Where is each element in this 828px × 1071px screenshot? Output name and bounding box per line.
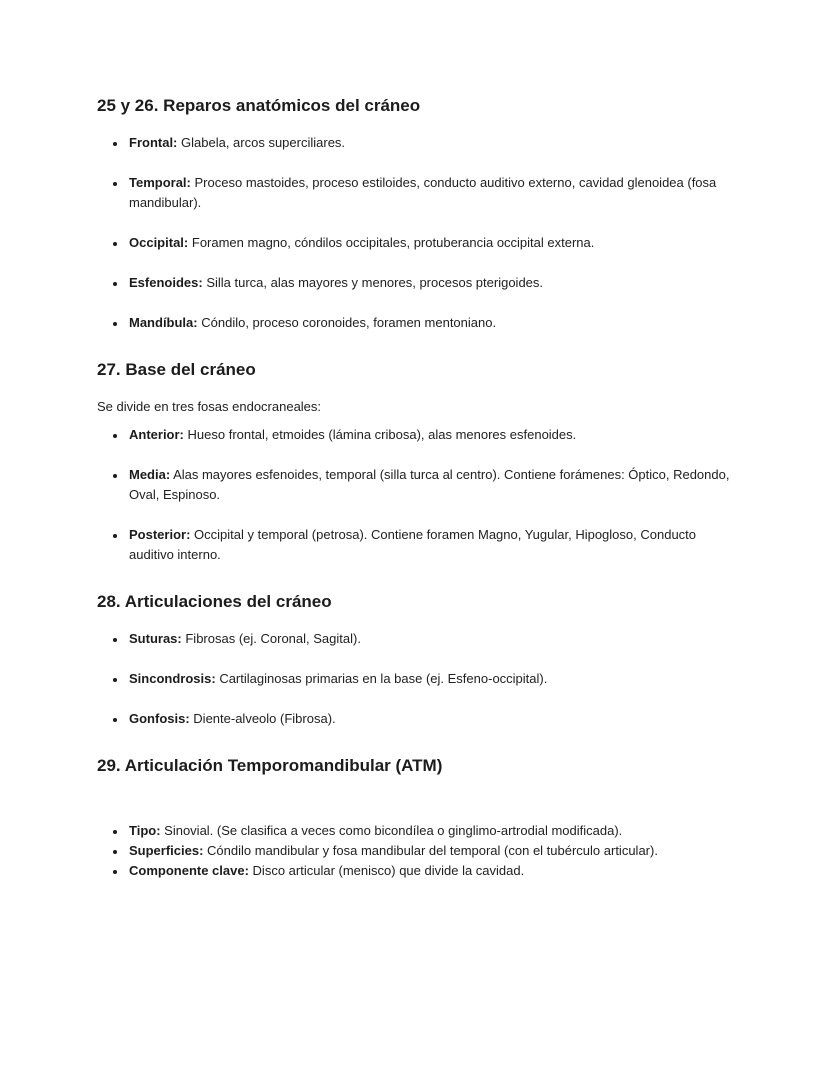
item-text: Proceso mastoides, proceso estiloides, conducto auditivo externo, cavidad glenoidea (fosa mandibular). (129, 175, 717, 210)
item-text: Diente-alveolo (Fibrosa). (193, 711, 336, 726)
item-text: Occipital y temporal (petrosa). Contiene foramen Magno, Yugular, Hipogloso, Conducto auditivo interno. (129, 527, 697, 562)
section-heading: 29. Articulación Temporomandibular (ATM) (97, 756, 443, 775)
section-heading: 25 y 26. Reparos anatómicos del cráneo (97, 96, 421, 115)
item-text: Fibrosas (ej. Coronal, Sagital). (185, 631, 361, 646)
item-text: Cartilaginosas primarias en la base (ej. Esfeno-occipital). (219, 671, 548, 686)
item-term: Anterior: (129, 427, 184, 442)
item-term: Frontal: (129, 135, 178, 150)
item-term: Tipo: (129, 823, 161, 838)
list-item (127, 173, 731, 213)
list-item (127, 669, 731, 689)
item-text: Sinovial. (Se clasifica a veces como bicondílea o ginglimo-artrodial modificada). (164, 823, 623, 838)
item-text: Foramen magno, cóndilos occipitales, protuberancia occipital externa. (191, 235, 595, 250)
item-term: Media: (129, 467, 171, 482)
item-text: Cóndilo mandibular y fosa mandibular del temporal (con el tubérculo articular). (207, 843, 658, 858)
item-text: Glabela, arcos superciliares. (181, 135, 346, 150)
bullet-list (97, 821, 731, 881)
item-term: Suturas: (129, 631, 182, 646)
item-term: Componente clave: (129, 863, 249, 878)
list-item (127, 841, 731, 861)
item-term: Temporal: (129, 175, 191, 190)
item-term: Posterior: (129, 527, 191, 542)
section-heading: 27. Base del cráneo (97, 360, 256, 379)
list-item (127, 465, 731, 505)
section-heading: 28. Articulaciones del cráneo (97, 592, 332, 611)
item-term: Occipital: (129, 235, 189, 250)
item-term: Sincondrosis: (129, 671, 216, 686)
bullet-list (97, 425, 731, 565)
bullet-list (97, 133, 731, 333)
item-text: Disco articular (menisco) que divide la cavidad. (252, 863, 525, 878)
bullet-list (97, 629, 731, 729)
item-text: Silla turca, alas mayores y menores, procesos pterigoides. (206, 275, 544, 290)
item-term: Esfenoides: (129, 275, 203, 290)
item-text: Cóndilo, proceso coronoides, foramen mentoniano. (201, 315, 497, 330)
list-item (127, 313, 731, 333)
item-term: Mandíbula: (129, 315, 198, 330)
list-item (127, 629, 731, 649)
list-item (127, 133, 731, 153)
section-reparos-anatomicos (97, 95, 731, 333)
section-base-del-craneo (97, 359, 731, 565)
section-atm (97, 755, 731, 881)
list-item (127, 709, 731, 729)
list-item (127, 233, 731, 253)
item-text: Alas mayores esfenoides, temporal (silla turca al centro). Contiene forámenes: Óptico, Redondo, Oval, Espinoso. (129, 467, 730, 502)
intro-paragraph: Se divide en tres fosas endocraneales: (97, 399, 322, 414)
item-text: Hueso frontal, etmoides (lámina cribosa), alas menores esfenoides. (187, 427, 577, 442)
item-term: Gonfosis: (129, 711, 190, 726)
list-item (127, 861, 731, 881)
section-articulaciones-craneo (97, 591, 731, 729)
list-item (127, 525, 731, 565)
item-term: Superficies: (129, 843, 204, 858)
list-item (127, 425, 731, 445)
list-item (127, 273, 731, 293)
list-item (127, 821, 731, 841)
